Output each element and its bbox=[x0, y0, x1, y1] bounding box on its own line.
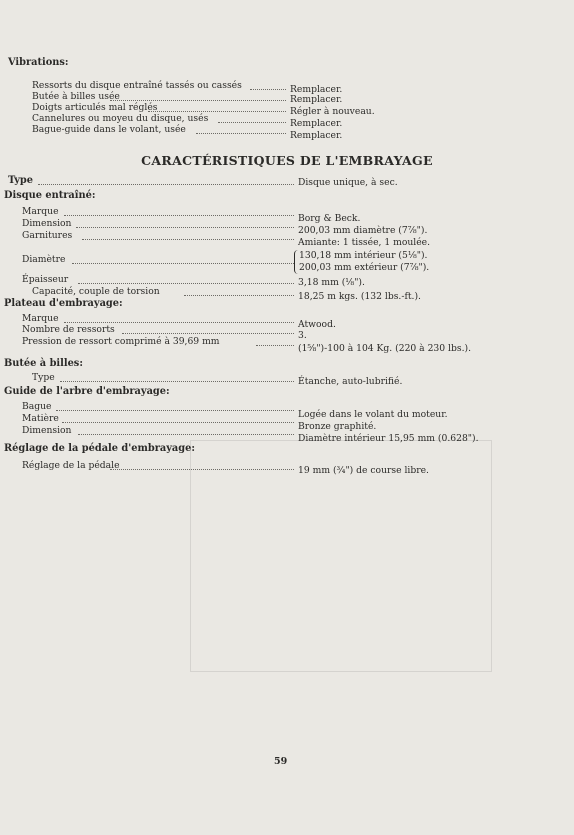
leader-dots bbox=[64, 214, 294, 216]
leader-dots bbox=[184, 294, 294, 296]
leader-dots bbox=[250, 88, 286, 90]
disque-diametre-label: Diamètre bbox=[22, 254, 66, 265]
section-title: CARACTÉRISTIQUES DE L'EMBRAYAGE bbox=[141, 153, 433, 168]
vibration-item-value: Remplacer. bbox=[290, 94, 343, 105]
leader-dots bbox=[122, 332, 294, 334]
plateau-ressorts-label: Nombre de ressorts bbox=[22, 324, 115, 335]
disque-garnitures-label: Garnitures bbox=[22, 230, 73, 241]
plateau-marque-label: Marque bbox=[22, 313, 59, 324]
leader-dots bbox=[72, 262, 294, 264]
disque-heading: Disque entraîné: bbox=[4, 190, 96, 201]
plateau-ressorts-value: 3. bbox=[298, 330, 307, 341]
guide-bague-value: Logée dans le volant du moteur. bbox=[298, 409, 448, 420]
disque-capacite-value: 18,25 m kgs. (132 lbs.-ft.). bbox=[298, 291, 421, 302]
vibrations-heading: Vibrations: bbox=[8, 57, 69, 68]
leader-dots bbox=[196, 132, 286, 134]
leader-dots bbox=[56, 409, 294, 411]
guide-heading: Guide de l'arbre d'embrayage: bbox=[4, 386, 170, 397]
vibration-item-label: Butée à billes usée bbox=[32, 91, 120, 102]
disque-epaisseur-label: Épaisseur bbox=[22, 274, 69, 285]
disque-dimension-label: Dimension bbox=[22, 218, 72, 229]
page-number: 59 bbox=[274, 756, 288, 767]
disque-marque-label: Marque bbox=[22, 206, 59, 217]
leader-dots bbox=[256, 344, 294, 346]
reglage-pedale-value: 19 mm (¾") de course libre. bbox=[298, 465, 429, 476]
vibration-item-label: Cannelures ou moyeu du disque, usés bbox=[32, 113, 209, 124]
leader-dots bbox=[62, 421, 294, 423]
leader-dots bbox=[110, 99, 286, 101]
guide-matiere-value: Bronze graphité. bbox=[298, 421, 377, 432]
vibration-item-label: Ressorts du disque entraîné tassés ou cassés bbox=[32, 80, 242, 91]
type-value: Disque unique, à sec. bbox=[298, 177, 398, 188]
vibration-item-value: Remplacer. bbox=[290, 118, 343, 129]
leader-dots bbox=[148, 110, 286, 112]
leader-dots bbox=[82, 238, 294, 240]
disque-diametre-inner-value: 130,18 mm intérieur (5⅛"). bbox=[299, 250, 428, 261]
disque-marque-value: Borg & Beck. bbox=[298, 213, 361, 224]
butee-type-label: Type bbox=[32, 372, 55, 383]
vibration-item-value: Remplacer. bbox=[290, 130, 343, 141]
butee-type-value: Étanche, auto-lubrifié. bbox=[298, 376, 403, 387]
guide-dimension-value: Diamètre intérieur 15,95 mm (0.628"). bbox=[298, 433, 479, 444]
leader-dots bbox=[78, 282, 294, 284]
plateau-marque-value: Atwood. bbox=[298, 319, 336, 330]
vibration-item-label: Bague-guide dans le volant, usée bbox=[32, 124, 186, 135]
guide-bague-label: Bague bbox=[22, 401, 52, 412]
reglage-pedale-label: Réglage de la pédale bbox=[22, 460, 120, 471]
disque-diametre-outer-value: 200,03 mm extérieur (7⅞"). bbox=[299, 262, 430, 273]
plateau-pression-value: (1⅝")-100 à 104 Kg. (220 à 230 lbs.). bbox=[298, 343, 472, 354]
disque-epaisseur-value: 3,18 mm (⅛"). bbox=[298, 277, 365, 288]
leader-dots bbox=[78, 433, 294, 435]
plateau-pression-label: Pression de ressort comprimé à 39,69 mm bbox=[22, 336, 220, 347]
disque-dimension-value: 200,03 mm diamètre (7⅞"). bbox=[298, 225, 428, 236]
leader-dots bbox=[64, 321, 294, 323]
leader-dots bbox=[38, 183, 294, 185]
vibration-item-value: Régler à nouveau. bbox=[290, 106, 375, 117]
leader-dots bbox=[110, 468, 294, 470]
disque-capacite-label: Capacité, couple de torsion bbox=[32, 286, 160, 297]
vibration-item-label: Doigts articulés mal réglés bbox=[32, 102, 158, 113]
disque-garnitures-value: Amiante: 1 tissée, 1 moulée. bbox=[298, 237, 431, 248]
leader-dots bbox=[218, 121, 286, 123]
vibration-item-value: Remplacer. bbox=[290, 84, 343, 95]
brace bbox=[294, 250, 298, 274]
butee-heading: Butée à billes: bbox=[4, 358, 83, 369]
guide-matiere-label: Matière bbox=[22, 413, 59, 424]
plateau-heading: Plateau d'embrayage: bbox=[4, 298, 123, 309]
leader-dots bbox=[60, 380, 294, 382]
type-label: Type bbox=[8, 175, 33, 186]
leader-dots bbox=[76, 226, 294, 228]
guide-dimension-label: Dimension bbox=[22, 425, 72, 436]
reglage-heading: Réglage de la pédale d'embrayage: bbox=[4, 443, 195, 454]
